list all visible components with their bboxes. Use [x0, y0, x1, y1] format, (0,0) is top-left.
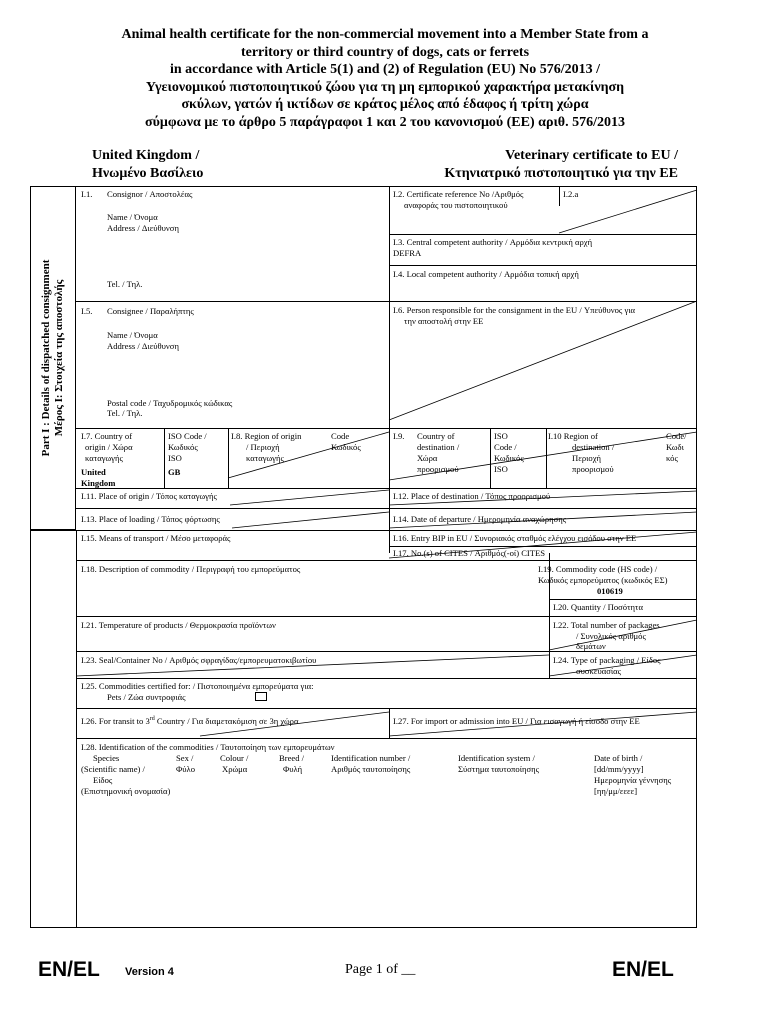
col-colour: Χρώμα	[222, 764, 248, 774]
field-i26-text: Country / Για διαμετακόμιση σε 3η χώρα	[154, 715, 299, 726]
footer-page-number: Page 1 of __	[345, 962, 416, 977]
field-i9-label: προορισμού	[417, 464, 459, 474]
field-i15-label: I.15. Means of transport / Μέσο μεταφοράς	[81, 533, 231, 543]
divider	[76, 738, 697, 739]
field-i13-label: I.13. Place of loading / Τόπος φόρτωσης	[81, 514, 220, 524]
field-i22-label: δεμάτων	[576, 641, 606, 651]
field-i8-code-label: Κωδικός	[331, 442, 361, 452]
certificate-type	[444, 147, 678, 182]
footer-version: Version 4	[125, 966, 174, 978]
field-i2-label: I.2. Certificate reference No /Αριθμός	[393, 189, 524, 199]
field-i21-label: I.21. Temperature of products / Θερμοκρασία προϊόντων	[81, 620, 276, 630]
field-i1-tel[interactable]: Tel. / Τηλ.	[107, 279, 143, 289]
field-i1-number: I.1.	[81, 189, 93, 199]
country-el: Ηνωμένο Βασίλειο	[92, 165, 204, 181]
col-id-number: Αριθμός ταυτοποίησης	[331, 764, 411, 774]
field-i10-label: I.10 Region of	[548, 431, 598, 441]
field-i7-country-value[interactable]: Kingdom	[81, 478, 116, 488]
field-i3-label: I.3. Central competent authority / Αρμόδια κεντρική αρχή	[393, 237, 593, 247]
divider	[76, 488, 697, 489]
field-i7-iso-value[interactable]: GB	[168, 467, 181, 477]
col-id-number: Identification number /	[331, 753, 411, 763]
field-i19-label: I.19. Commodity code (HS code) /	[538, 564, 658, 574]
field-i20-label: I.20. Quantity / Ποσότητα	[553, 602, 643, 612]
field-i9-label: destination /	[417, 442, 460, 452]
field-i10-code-label: Κωδι	[666, 442, 684, 452]
field-i8-label: / Περιοχή	[246, 442, 280, 452]
divider	[30, 530, 697, 531]
field-i7-label: origin / Χώρα	[85, 442, 133, 452]
col-species: Species	[93, 753, 120, 763]
divider	[76, 678, 697, 679]
title-line: σκύλων, γατών ή ικτίδων σε κράτος μέλος από έδαφος ή τρίτη χώρα	[181, 97, 589, 112]
field-i9-label: Country of	[417, 431, 455, 441]
field-i5-address[interactable]: Address / Διεύθυνση	[107, 341, 179, 351]
certificate-title	[60, 26, 710, 131]
field-i14-label: I.14. Date of departure / Ημερομηνία αναχώρησης	[393, 514, 567, 524]
divider	[76, 708, 697, 709]
footer-language-right: EN/EL	[612, 958, 674, 981]
divider	[76, 616, 697, 617]
field-i2a-label: I.2.a	[563, 189, 579, 199]
field-i5-name[interactable]: Name / Όνομα	[107, 330, 158, 340]
col-colour: Colour /	[220, 753, 249, 763]
col-sex: Sex /	[176, 753, 194, 763]
divider	[546, 428, 547, 488]
field-i7-label: I.7. Country of	[81, 431, 133, 441]
col-species: (Επιστημονική ονομασία)	[81, 786, 171, 796]
cert-el: Κτηνιατρικό πιστοποιητικό για την ΕΕ	[444, 165, 678, 181]
field-i26-label	[81, 714, 298, 726]
field-i10-label: Περιοχή	[572, 453, 602, 463]
footer-language-left: EN/EL	[38, 958, 100, 981]
field-i24-label: συσκευασίας	[576, 666, 622, 676]
col-species: (Scientific name) /	[81, 764, 145, 774]
title-line: Animal health certificate for the non-commercial movement into a Member State from a	[121, 27, 649, 42]
divider	[389, 234, 697, 235]
col-sex: Φύλο	[176, 764, 196, 774]
divider	[389, 546, 697, 547]
title-line: σύμφωνα με το άρθρο 5 παράγραφοι 1 και 2 του κανονισμού (ΕΕ) αριθ. 576/2013	[145, 114, 625, 130]
part-label	[40, 260, 66, 457]
field-i26-sup: rd	[149, 716, 155, 722]
field-i11-label: I.11. Place of origin / Τόπος καταγωγής	[81, 491, 217, 501]
field-i23-label: I.23. Seal/Container No / Αριθμός σφραγίδας/εμπορευματοκιβωτίου	[81, 655, 317, 665]
title-line: in accordance with Article 5(1) and (2) of Regulation (EU) No 576/2013 /	[169, 62, 601, 77]
col-breed: Φυλή	[283, 764, 303, 774]
col-dob: Ημερομηνία γέννησης	[594, 775, 672, 785]
field-i3-value[interactable]: DEFRA	[393, 248, 422, 258]
field-i9-iso-label: Code /	[494, 442, 517, 452]
field-i7-country-value[interactable]: United	[81, 467, 106, 477]
title-line: territory or third country of dogs, cats or ferrets	[240, 44, 530, 60]
field-i16-label: I.16. Entry BIP in EU / Συνοριακός σταθμός ελέγχου εισόδου στην ΕΕ	[393, 533, 637, 543]
field-i27-label: I.27. For import or admission into EU / Για εισαγωγή ή είσοδο στην ΕΕ	[393, 716, 640, 726]
field-i10-code-label: Code/	[666, 431, 687, 441]
title-line: Υγειονομικού πιστοποιητικού ζώου για τη μη εμπορικού χαρακτήρα μετακίνηση	[145, 79, 625, 95]
col-id-system: Σύστημα ταυτοποίησης	[458, 764, 540, 774]
field-i17-label: I.17. No.(s) of CITES / Αριθμός(-οί) CITES	[393, 548, 546, 558]
divider	[164, 428, 165, 488]
field-i22-label: I.22. Total number of packages	[553, 620, 660, 630]
field-i1-consignor: Consignor / Αποστολέας	[107, 189, 193, 199]
field-i10-label: προορισμού	[572, 464, 614, 474]
field-i19-label-el: Κωδικός εμπορεύματος (κωδικός ΕΣ)	[538, 575, 668, 585]
field-i9-iso-label: ISO	[494, 431, 508, 441]
field-i10-label: destination /	[572, 442, 615, 452]
col-dob: [ηη/μμ/εεεε]	[594, 786, 638, 796]
field-i22-label: / Συνολικός αριθμός	[576, 631, 646, 641]
field-i5-postal[interactable]: Postal code / Ταχυδρομικός κώδικας	[107, 398, 233, 408]
field-i18-label: I.18. Description of commodity / Περιγραφή του εμπορεύματος	[81, 564, 301, 574]
field-i9-number: I.9.	[393, 431, 405, 441]
part-label-en: Part I : Details of dispatched consignment	[40, 259, 52, 457]
field-i19-value[interactable]: 010619	[597, 586, 623, 596]
field-i6-label: I.6. Person responsible for the consignment in the EU / Υπεύθυνος για	[393, 305, 636, 315]
divider	[76, 301, 697, 302]
field-i9-iso-label: ISO	[494, 464, 508, 474]
divider	[559, 186, 560, 206]
col-species: Είδος	[93, 775, 113, 785]
field-i1-name[interactable]: Name / Όνομα	[107, 212, 158, 222]
field-i25-label: I.25. Commodities certified for: / Πιστοποιημένα εμπορεύματα για:	[81, 681, 314, 691]
field-i6-label-el: την αποστολή στην ΕΕ	[404, 316, 484, 326]
field-i8-code-label: Code	[331, 431, 350, 441]
field-i12-label: I.12. Place of destination / Τόπος προορισμού	[393, 491, 551, 501]
exporting-country	[92, 147, 203, 182]
field-i4-label: I.4. Local competent authority / Αρμόδια τοπική αρχή	[393, 269, 579, 279]
field-i10-code-label: κός	[666, 453, 678, 463]
field-i8-label: I.8. Region of origin	[231, 431, 302, 441]
field-i5-tel[interactable]: Tel. / Τηλ.	[107, 408, 143, 418]
col-dob: Date of birth /	[594, 753, 643, 763]
field-i8-label: καταγωγής	[246, 453, 284, 463]
pets-checkbox[interactable]	[255, 692, 267, 701]
field-i26-text: I.26. For transit to 3	[81, 715, 150, 726]
field-i5-number: I.5.	[81, 306, 93, 316]
field-i24-label: I.24. Type of packaging / Είδος	[553, 655, 661, 665]
col-id-system: Identification system /	[458, 753, 535, 763]
divider	[389, 186, 390, 553]
part-label-el: Μέρος I: Στοιχεία της αποστολής	[53, 279, 65, 437]
field-i7-iso-label: ISO	[168, 453, 182, 463]
country-en: United Kingdom /	[92, 148, 200, 163]
field-i2-label-el: αναφοράς του πιστοποιητικού	[404, 200, 508, 210]
field-i9-label: Χώρα	[417, 453, 438, 463]
cert-en: Veterinary certificate to EU /	[505, 148, 678, 163]
field-i5-consignee: Consignee / Παραλήπτης	[107, 306, 194, 316]
field-i7-iso-label: ISO Code /	[168, 431, 207, 441]
field-i1-address[interactable]: Address / Διεύθυνση	[107, 223, 179, 233]
divider	[76, 530, 77, 928]
field-i9-iso-label: Κωδικός	[494, 453, 524, 463]
divider	[490, 428, 491, 488]
certificate-frame	[30, 186, 697, 928]
field-i25-pets-label: Pets / Ζώα συντροφιάς	[107, 692, 186, 702]
divider	[76, 428, 697, 429]
divider	[389, 265, 697, 266]
divider	[549, 599, 697, 600]
col-breed: Breed /	[279, 753, 305, 763]
field-i7-iso-label: Κωδικός	[168, 442, 198, 452]
divider	[76, 508, 697, 509]
divider	[389, 708, 390, 738]
field-i7-label: καταγωγής	[85, 453, 123, 463]
field-i28-label: I.28. Identification of the commodities / Ταυτοποίηση των εμπορευμάτων	[81, 742, 335, 752]
divider	[76, 560, 697, 561]
divider	[228, 428, 229, 488]
col-dob: [dd/mm/yyyy]	[594, 764, 644, 774]
